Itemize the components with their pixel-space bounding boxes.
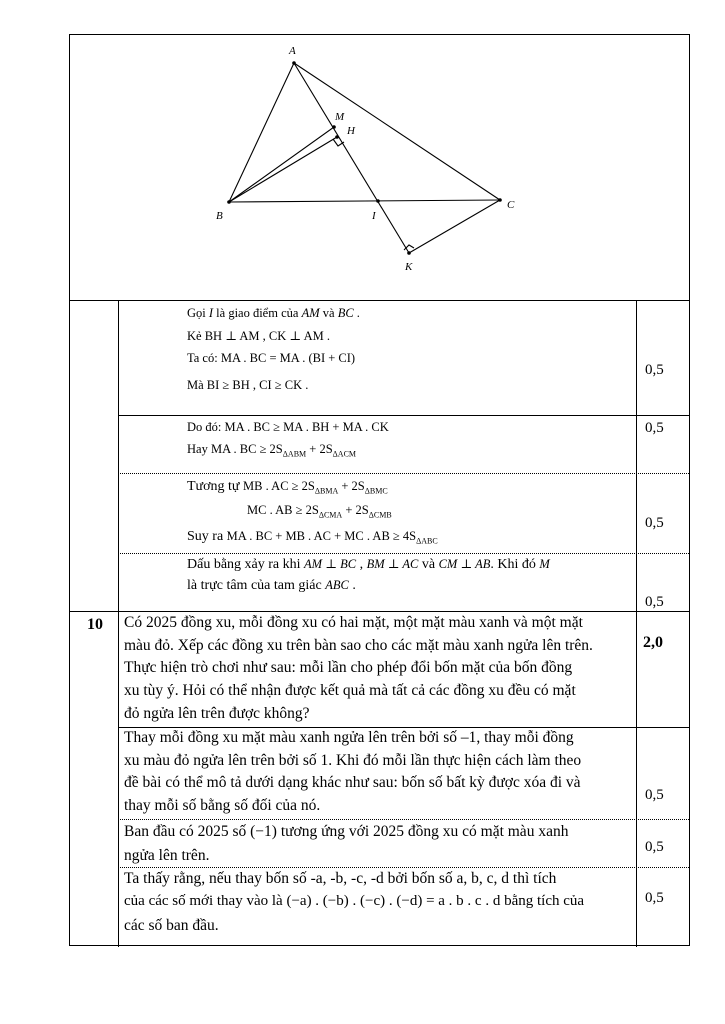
column-divider <box>118 300 119 947</box>
question-number: 10 <box>87 616 103 633</box>
segment-bc <box>229 200 500 202</box>
question-line: đỏ ngửa lên trên được không? <box>124 705 310 722</box>
proof-line: Do đó: MA . BC ≥ MA . BH + MA . CK <box>187 420 389 434</box>
row-divider <box>70 611 689 612</box>
score: 0,5 <box>645 594 664 610</box>
score: 0,5 <box>645 515 664 531</box>
solution-line: ngửa lên trên. <box>124 847 210 864</box>
score: 0,5 <box>645 420 664 436</box>
solution-line: xu màu đỏ ngửa lên trên bởi số 1. Khi đó mỗi lần thực hiện cách làm theo <box>124 752 582 769</box>
solution-line: Ta thấy rằng, nếu thay bốn số -a, -b, -c, -d bởi bốn số a, b, c, d thì tích <box>124 870 557 887</box>
solution-line: các số ban đầu. <box>124 917 219 934</box>
row-divider <box>118 473 689 474</box>
proof-line: là trực tâm của tam giác ABC . <box>187 578 356 593</box>
row-divider <box>118 867 689 868</box>
segment-ck <box>409 200 500 253</box>
triangle-figure <box>0 0 725 300</box>
proof-line: MC . AB ≥ $2S_{\Delta CMA} + 2S_{\Delta CMB}$ <box>247 503 392 520</box>
proof-line: Suy ra MA . BC + MB . AC + MC . AB ≥ $4S_{\Delta ABC}$ <box>187 529 438 546</box>
solution-line: của các số mới thay vào là (−a) . (−b) . (−c) . (−d) = a . b . c . d bằng tích của <box>124 893 585 909</box>
proof-line: Mà BI ≥ BH , CI ≥ CK . <box>187 378 309 392</box>
total-score: 2,0 <box>643 634 663 651</box>
solution-line: Thay mỗi đồng xu mặt màu xanh ngửa lên trên bởi số –1, thay mỗi đồng <box>124 729 574 746</box>
column-divider <box>636 300 637 947</box>
label-h: H <box>347 125 355 137</box>
row-divider <box>70 300 689 301</box>
proof-line: Dấu bằng xảy ra khi AM ⊥ BC , BM ⊥ AC và CM ⊥ AB. Khi đó M <box>187 557 550 572</box>
question-line: xu tùy ý. Hỏi có thể nhận được kết quả mà tất cả các đồng xu đều có mặt <box>124 682 576 699</box>
score: 0,5 <box>645 362 664 378</box>
row-divider <box>118 415 689 416</box>
solution-line: đề bài có thể mô tả dưới dạng khác như sau: bốn số bất kỳ được xóa đi và <box>124 774 581 791</box>
proof-line: Ta có: MA . BC = MA . (BI + CI) <box>187 351 356 365</box>
right-angle-mark-h <box>333 139 344 146</box>
solution-line: Ban đầu có 2025 số (−1) tương ứng với 2025 đồng xu có mặt màu xanh <box>124 823 569 840</box>
solution-line: thay mỗi số bằng số đối của nó. <box>124 797 321 814</box>
label-k: K <box>405 261 413 273</box>
proof-line: Kẻ BH ⊥ AM , CK ⊥ AM . <box>187 329 330 343</box>
row-divider <box>118 727 689 728</box>
label-b: B <box>216 210 223 222</box>
score: 0,5 <box>645 890 664 906</box>
question-line: màu đỏ. Xếp các đồng xu trên bàn sao cho các mặt màu xanh ngửa lên trên. <box>124 637 593 654</box>
label-a: A <box>289 45 296 57</box>
proof-line: Tương tự MB . AC ≥ $2S_{\Delta BMA} + 2S_{\Delta BMC}$ <box>187 479 388 496</box>
segment-bh <box>229 137 337 202</box>
row-divider <box>118 553 689 554</box>
label-i: I <box>372 210 376 222</box>
label-c: C <box>507 199 515 211</box>
segment-ak <box>294 63 409 253</box>
proof-line: Hay MA . BC ≥ $2S_{\Delta ABM} + 2S_{\Delta ACM}$ <box>187 442 357 459</box>
score: 0,5 <box>645 787 664 803</box>
question-line: Có 2025 đồng xu, mỗi đồng xu có hai mặt, một mặt màu xanh và một mặt <box>124 614 583 631</box>
label-m: M <box>335 111 345 123</box>
segment-ac <box>294 63 500 200</box>
score: 0,5 <box>645 839 664 855</box>
segment-bm <box>229 127 334 202</box>
segment-ab <box>229 63 294 202</box>
proof-line: Gọi I là giao điểm của AM và BC . <box>187 306 360 320</box>
question-line: Thực hiện trò chơi như sau: mỗi lần cho phép đổi bốn mặt của bốn đồng <box>124 659 573 676</box>
row-divider <box>118 819 689 820</box>
